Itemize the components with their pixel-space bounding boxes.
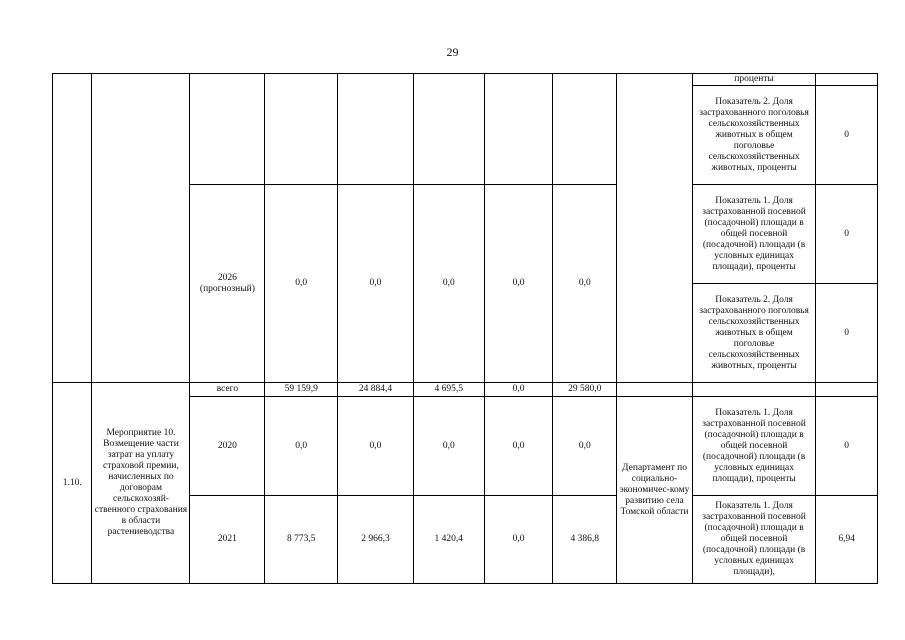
- page-number: 29: [446, 45, 459, 59]
- cell-regional: 1 420,4: [413, 496, 484, 584]
- cell-year: 2026 (прогнозный): [190, 185, 265, 383]
- cell-regional: [413, 74, 484, 185]
- cell-federal: [338, 74, 414, 185]
- cell-indicator: Показатель 1. Доля застрахованной посевной (посадочной) площади в общей посевной (посадочной) площади (в условных единицах площади), проценты: [692, 397, 815, 496]
- cell-executor: Департамент по социально-экономичес-кому развитию села Томской области: [617, 397, 693, 584]
- cell-local: 0,0: [484, 496, 553, 584]
- cell-num: 1.10.: [53, 383, 92, 584]
- cell-federal: 2 966,3: [338, 496, 414, 584]
- cell-year: [190, 74, 265, 185]
- cell-year: 2021: [190, 496, 265, 584]
- cell-name: Мероприятие 10. Возмещение части затрат на уплату страховой премии, начисленных по договорам сельскохозяй-ственного страхования в области растениеводства: [92, 383, 190, 584]
- cell-total: [265, 74, 338, 185]
- cell-federal: 0,0: [338, 185, 414, 383]
- cell-local: 0,0: [484, 397, 553, 496]
- cell-other: 0,0: [553, 185, 617, 383]
- cell-indicator-value: 0: [816, 284, 878, 383]
- program-table: [52, 73, 878, 584]
- cell-regional: 4 695,5: [413, 383, 484, 397]
- cell-regional: 0,0: [413, 397, 484, 496]
- cell-regional: 0,0: [413, 185, 484, 383]
- cell-indicator: [692, 383, 815, 397]
- cell-total: 0,0: [265, 185, 338, 383]
- cell-other: 29 580,0: [553, 383, 617, 397]
- cell-executor: [617, 74, 693, 383]
- cell-local: 0,0: [484, 383, 553, 397]
- table-row: [53, 383, 878, 397]
- cell-indicator: Показатель 2. Доля застрахованного поголовья сельскохозяйственных животных в общем поголовье сельскохозяйственных животных, проценты: [692, 284, 815, 383]
- cell-local: [484, 74, 553, 185]
- cell-total: 8 773,5: [265, 496, 338, 584]
- cell-year: всего: [190, 383, 265, 397]
- cell-indicator: Показатель 2. Доля застрахованного поголовья сельскохозяйственных животных в общем поголовье сельскохозяйственных животных, проценты: [692, 86, 815, 185]
- cell-num: [53, 74, 92, 383]
- cell-executor: [617, 383, 693, 397]
- cell-total: 0,0: [265, 397, 338, 496]
- cell-total: 59 159,9: [265, 383, 338, 397]
- cell-indicator-value: 0: [816, 86, 878, 185]
- cell-year: 2020: [190, 397, 265, 496]
- cell-other: [553, 74, 617, 185]
- cell-indicator: Показатель 1. Доля застрахованной посевной (посадочной) площади в общей посевной (посадочной) площади (в условных единицах площади),: [692, 496, 815, 584]
- cell-indicator-value: 6,94: [816, 496, 878, 584]
- cell-other: 0,0: [553, 397, 617, 496]
- cell-indicator-value: [816, 74, 878, 86]
- cell-indicator: Показатель 1. Доля застрахованной посевной (посадочной) площади в общей посевной (посадочной) площади (в условных единицах площади), проценты: [692, 185, 815, 284]
- table-row: [53, 74, 878, 86]
- cell-indicator-value: 0: [816, 185, 878, 284]
- cell-federal: 24 884,4: [338, 383, 414, 397]
- cell-federal: 0,0: [338, 397, 414, 496]
- cell-indicator: проценты: [692, 74, 815, 86]
- cell-indicator-value: [816, 383, 878, 397]
- cell-local: 0,0: [484, 185, 553, 383]
- cell-name: [92, 74, 190, 383]
- cell-other: 4 386,8: [553, 496, 617, 584]
- cell-indicator-value: 0: [816, 397, 878, 496]
